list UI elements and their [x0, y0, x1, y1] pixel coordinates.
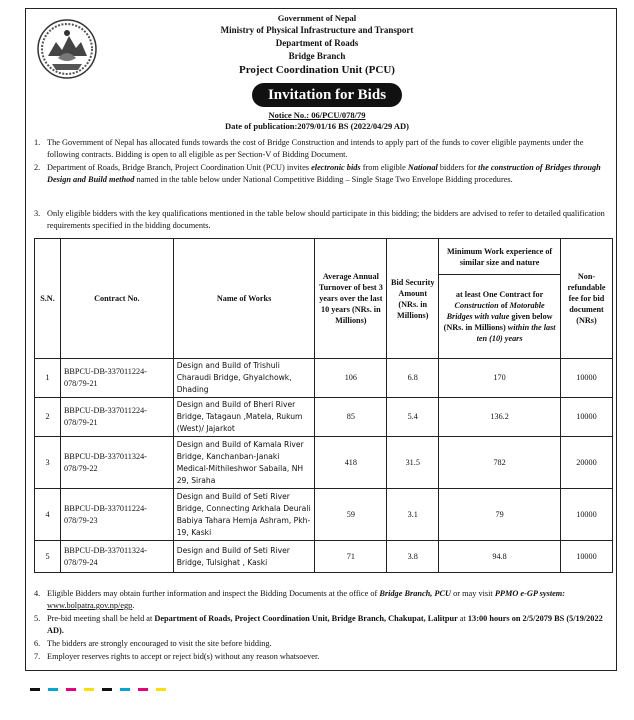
- cell-security: 3.1: [387, 489, 439, 541]
- cell-experience: 136.2: [439, 398, 561, 437]
- cell-contract: BBPCU-DB-337011324-078/79-24: [60, 541, 173, 573]
- cell-turnover: 418: [315, 437, 387, 489]
- rich-text: The Government of Nepal has allocated funds towards the cost of Bridge Construction and intends to apply part of the funds to cover eligible payments under the following contracts. Bidding is open to all eligible as per Section-V of Bidding Document.: [47, 138, 584, 159]
- cell-works: Design and Build of Kamala River Bridge, Kanchanban-Janaki Medical-Mithileshwor Sabaila, NH 29, Siraha: [173, 437, 315, 489]
- cell-fee: 10000: [560, 398, 612, 437]
- cell-contract: BBPCU-DB-337011324-078/79-22: [60, 437, 173, 489]
- cell-experience: 170: [439, 359, 561, 398]
- cell-fee: 10000: [560, 541, 612, 573]
- intro-paragraph-2: 2. Department of Roads, Bridge Branch, Project Coordination Unit (PCU) invites electronic bids from eligible National bidders for the construction of Bridges through Design and Build method named in the table below under National Competitive Bidding – Single Stage Two Envelope Bidding procedures.: [34, 162, 614, 186]
- color-mark: [156, 688, 166, 691]
- cell-experience: 79: [439, 489, 561, 541]
- cell-fee: 10000: [560, 489, 612, 541]
- color-mark: [102, 688, 112, 691]
- table-row: [35, 398, 613, 437]
- color-mark: [66, 688, 76, 691]
- rich-text: The bidders are strongly encouraged to visit the site before bidding.: [47, 639, 272, 648]
- cell-sn: 4: [35, 489, 61, 541]
- header-turnover: Average Annual Turnover of best 3 years over the last 10 years (NRs. in Millions): [315, 239, 387, 359]
- cell-security: 3.8: [387, 541, 439, 573]
- header-name-of-works: Name of Works: [173, 239, 315, 359]
- color-mark: [120, 688, 130, 691]
- cell-turnover: 106: [315, 359, 387, 398]
- cell-works: Design and Build of Trishuli Charaudi Bridge, Ghyalchowk, Dhading: [173, 359, 315, 398]
- cell-works: Design and Build of Seti River Bridge, Tulsighat , Kaski: [173, 541, 315, 573]
- footer-paragraph-5: 5. Pre-bid meeting shall be held at Department of Roads, Project Coordination Unit, Bridge Branch, Chakupat, Lalitpur at 13:00 hours on 2/5/2079 BS (5/19/2022 AD).: [34, 613, 614, 637]
- color-mark: [84, 688, 94, 691]
- cell-security: 6.8: [387, 359, 439, 398]
- cell-sn: 5: [35, 541, 61, 573]
- table-row: [35, 437, 613, 489]
- cell-fee: 20000: [560, 437, 612, 489]
- rich-text: Department of Roads, Bridge Branch, Project Coordination Unit (PCU) invites electronic bids from eligible National bidders for the construction of Bridges through Design and Build method named in the table below under National Competitive Bidding – Single Stage Two Envelope Bidding procedures.: [47, 163, 601, 184]
- footer-paragraph-4: 4. Eligible Bidders may obtain further information and inspect the Bidding Documents at the office of Bridge Branch, PCU or may visit PPMO e-GP system: www.bolpatra.gov.np/egp.: [34, 588, 614, 612]
- header-department: Department of Roads: [275, 38, 359, 48]
- header-experience-top: Minimum Work experience of similar size and nature: [439, 239, 561, 275]
- cell-works: Design and Build of Bheri River Bridge, Tatagaun ,Matela, Rukum (West)/ Jajarkot: [173, 398, 315, 437]
- footer-paragraph-6: 6. The bidders are strongly encouraged to visit the site before bidding.: [34, 638, 614, 650]
- intro-paragraph-1: 1. The Government of Nepal has allocated funds towards the cost of Bridge Construction and intends to apply part of the funds to cover eligible payments under the following contracts. Bidding is open to all eligible as per Section-V of Bidding Document.: [34, 137, 614, 161]
- header-ministry: Ministry of Physical Infrastructure and Transport: [220, 25, 414, 35]
- cell-sn: 1: [35, 359, 61, 398]
- invitation-banner: Invitation for Bids: [252, 83, 402, 107]
- rich-text: Only eligible bidders with the key qualifications mentioned in the table below should participate in this bidding; the bidders are advised to refer to detailed qualification requirements specified in the bidding documents.: [47, 209, 605, 230]
- rich-text: Eligible Bidders may obtain further information and inspect the Bidding Documents at the office of Bridge Branch, PCU or may visit PPMO e-GP system: www.bolpatra.gov.np/egp.: [47, 589, 566, 610]
- cell-experience: 782: [439, 437, 561, 489]
- cell-security: 31.5: [387, 437, 439, 489]
- table-row: [35, 489, 613, 541]
- cell-turnover: 85: [315, 398, 387, 437]
- cell-sn: 3: [35, 437, 61, 489]
- cell-security: 5.4: [387, 398, 439, 437]
- intro-paragraph-3: 3. Only eligible bidders with the key qualifications mentioned in the table below should participate in this bidding; the bidders are advised to refer to detailed qualification requirements specified in the bidding documents.: [34, 208, 614, 232]
- cell-works: Design and Build of Seti River Bridge, Connecting Arkhala Deurali Babiya Tahara Hemja Ashram, Pkh-19, Kaski: [173, 489, 315, 541]
- bids-table: [34, 238, 613, 573]
- header-unit: Project Coordination Unit (PCU): [239, 64, 395, 76]
- header-contract-no: Contract No.: [60, 239, 173, 359]
- table-row: [35, 359, 613, 398]
- header-sn: S.N.: [35, 239, 61, 359]
- publication-date: Date of publication:2079/01/16 BS (2022/04/29 AD): [225, 121, 409, 131]
- cell-sn: 2: [35, 398, 61, 437]
- cell-contract: BBPCU-DB-337011224-078/79-23: [60, 489, 173, 541]
- rich-text: Employer reserves rights to accept or reject bid(s) without any reason whatsoever.: [47, 652, 320, 661]
- cell-turnover: 59: [315, 489, 387, 541]
- color-mark: [138, 688, 148, 691]
- cell-turnover: 71: [315, 541, 387, 573]
- footer-paragraph-7: 7. Employer reserves rights to accept or reject bid(s) without any reason whatsoever.: [34, 651, 614, 663]
- cell-fee: 10000: [560, 359, 612, 398]
- header-branch: Bridge Branch: [288, 51, 346, 61]
- header-fee: Non-refundable fee for bid document (NRs): [560, 239, 612, 359]
- cell-contract: BBPCU-DB-337011224-078/79-21: [60, 398, 173, 437]
- rich-text: Pre-bid meeting shall be held at Department of Roads, Project Coordination Unit, Bridge Branch, Chakupat, Lalitpur at 13:00 hours on 2/5/2079 BS (5/19/2022 AD).: [47, 614, 603, 635]
- cell-experience: 94.8: [439, 541, 561, 573]
- cell-contract: BBPCU-DB-337011224-078/79-21: [60, 359, 173, 398]
- color-mark: [30, 688, 40, 691]
- header-bid-security: Bid Security Amount (NRs. in Millions): [387, 239, 439, 359]
- notice-number: Notice No.: 06/PCU/078/79: [268, 110, 366, 120]
- table-row: [35, 541, 613, 573]
- color-mark: [48, 688, 58, 691]
- header-government: Government of Nepal: [277, 13, 357, 23]
- header-experience-bottom: at least One Contract for Construction of Motorable Bridges with value given below (NRs. in Millions) within the last ten (10) years: [439, 275, 561, 359]
